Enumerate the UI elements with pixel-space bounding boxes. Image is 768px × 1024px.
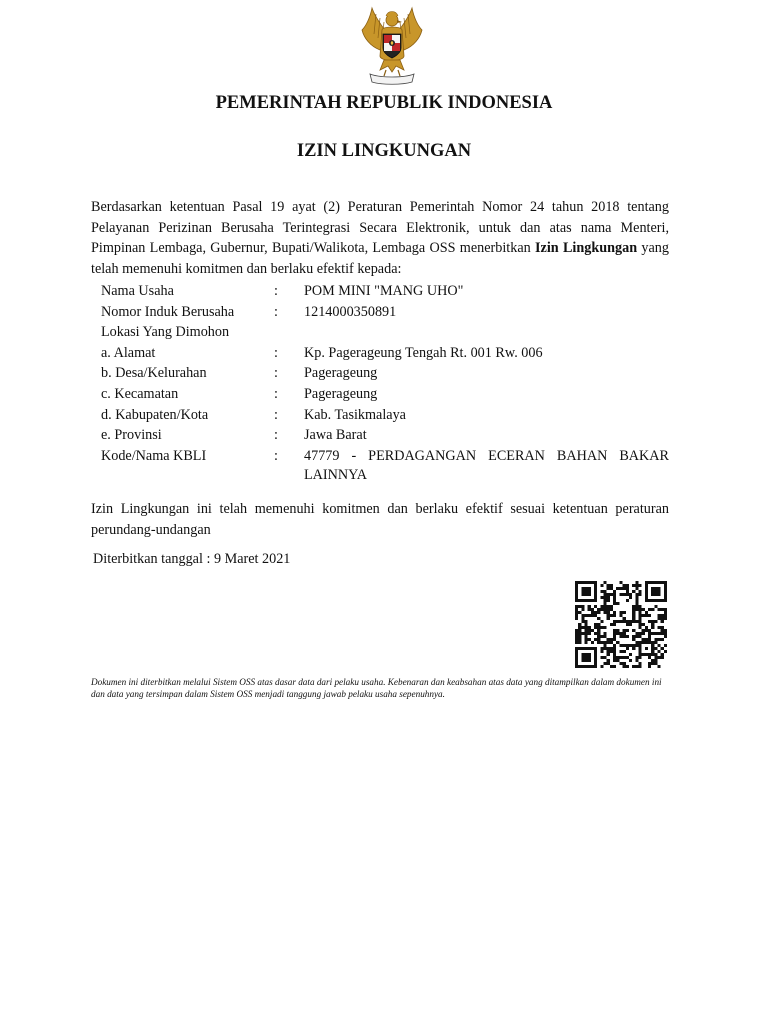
field-label: e. Provinsi xyxy=(101,427,162,444)
garuda-emblem-icon xyxy=(352,4,432,86)
field-label: d. Kabupaten/Kota xyxy=(101,406,209,423)
field-colon: : xyxy=(274,385,278,402)
government-title: PEMERINTAH REPUBLIK INDONESIA xyxy=(215,93,553,113)
qr-code-icon xyxy=(575,581,667,668)
document-title: IZIN LINGKUNGAN xyxy=(296,141,472,161)
intro-text-before: Berdasarkan ketentuan Pasal 19 ayat (2) Peraturan Pemerintah Nomor 24 tahun 2018 tentang Pelayanan Perizinan Berusaha Terintegrasi Secara Elektronik, untuk dan atas nama Menteri, Pimpinan Lembaga, Gubernur, Bupati/Walikota, Lembaga OSS menerbitkan xyxy=(91,199,669,257)
field-label: Kode/Nama KBLI xyxy=(101,447,207,464)
closing-paragraph: Izin Lingkungan ini telah memenuhi komitmen dan berlaku efektif sesuai ketentuan peraturan perundang-undangan xyxy=(91,501,669,538)
field-value: Pagerageung xyxy=(304,365,378,382)
intro-text-after: yang telah memenuhi komitmen dan berlaku efektif kepada: xyxy=(91,240,669,277)
field-value: Kab. Tasikmalaya xyxy=(304,406,406,423)
field-colon xyxy=(274,323,304,344)
field-label: c. Kecamatan xyxy=(101,385,179,402)
field-row xyxy=(101,447,669,485)
business-details-table xyxy=(101,282,669,484)
field-colon: : xyxy=(274,406,278,423)
field-value: 47779 - PERDAGANGAN ECERAN BAHAN BAKAR LAINNYA xyxy=(304,447,669,483)
disclaimer-note: Dokumen ini diterbitkan melalui Sistem OSS atas dasar data dari pelaku usaha. Kebenaran dan keabsahan atas data yang ditampilkan dalam dokumen ini dan data yang tersimpan dalam Sistem OSS menjadi tanggung jawab pelaku usaha sepenuhnya. xyxy=(91,677,662,700)
field-label: Nomor Induk Berusaha xyxy=(101,303,235,320)
field-colon: : xyxy=(274,427,278,444)
field-row xyxy=(101,426,669,447)
field-value: Pagerageung xyxy=(304,385,378,402)
field-value: Jawa Barat xyxy=(304,427,367,444)
field-label: Nama Usaha xyxy=(101,283,174,299)
field-colon: : xyxy=(274,447,278,464)
field-value: Kp. Pagerageung Tengah Rt. 001 Rw. 006 xyxy=(304,344,543,361)
field-row xyxy=(101,406,669,427)
field-value: POM MINI "MANG UHO" xyxy=(304,283,464,299)
field-row xyxy=(101,364,669,385)
field-label: b. Desa/Kelurahan xyxy=(101,365,207,382)
field-value xyxy=(304,323,669,344)
field-value: 1214000350891 xyxy=(304,303,397,320)
issued-date: Diterbitkan tanggal : 9 Maret 2021 xyxy=(93,551,291,567)
field-row xyxy=(101,303,669,324)
field-colon: : xyxy=(274,344,278,361)
field-row xyxy=(101,344,669,365)
field-row xyxy=(101,282,669,303)
intro-bold-term: Izin Lingkungan xyxy=(535,240,638,257)
field-colon: : xyxy=(274,283,278,299)
field-row xyxy=(101,385,669,406)
field-colon: : xyxy=(274,365,278,382)
intro-paragraph xyxy=(91,197,669,279)
field-label: Lokasi Yang Dimohon xyxy=(101,324,230,341)
field-colon: : xyxy=(274,303,278,320)
field-row xyxy=(101,323,669,344)
field-label: a. Alamat xyxy=(101,344,156,361)
